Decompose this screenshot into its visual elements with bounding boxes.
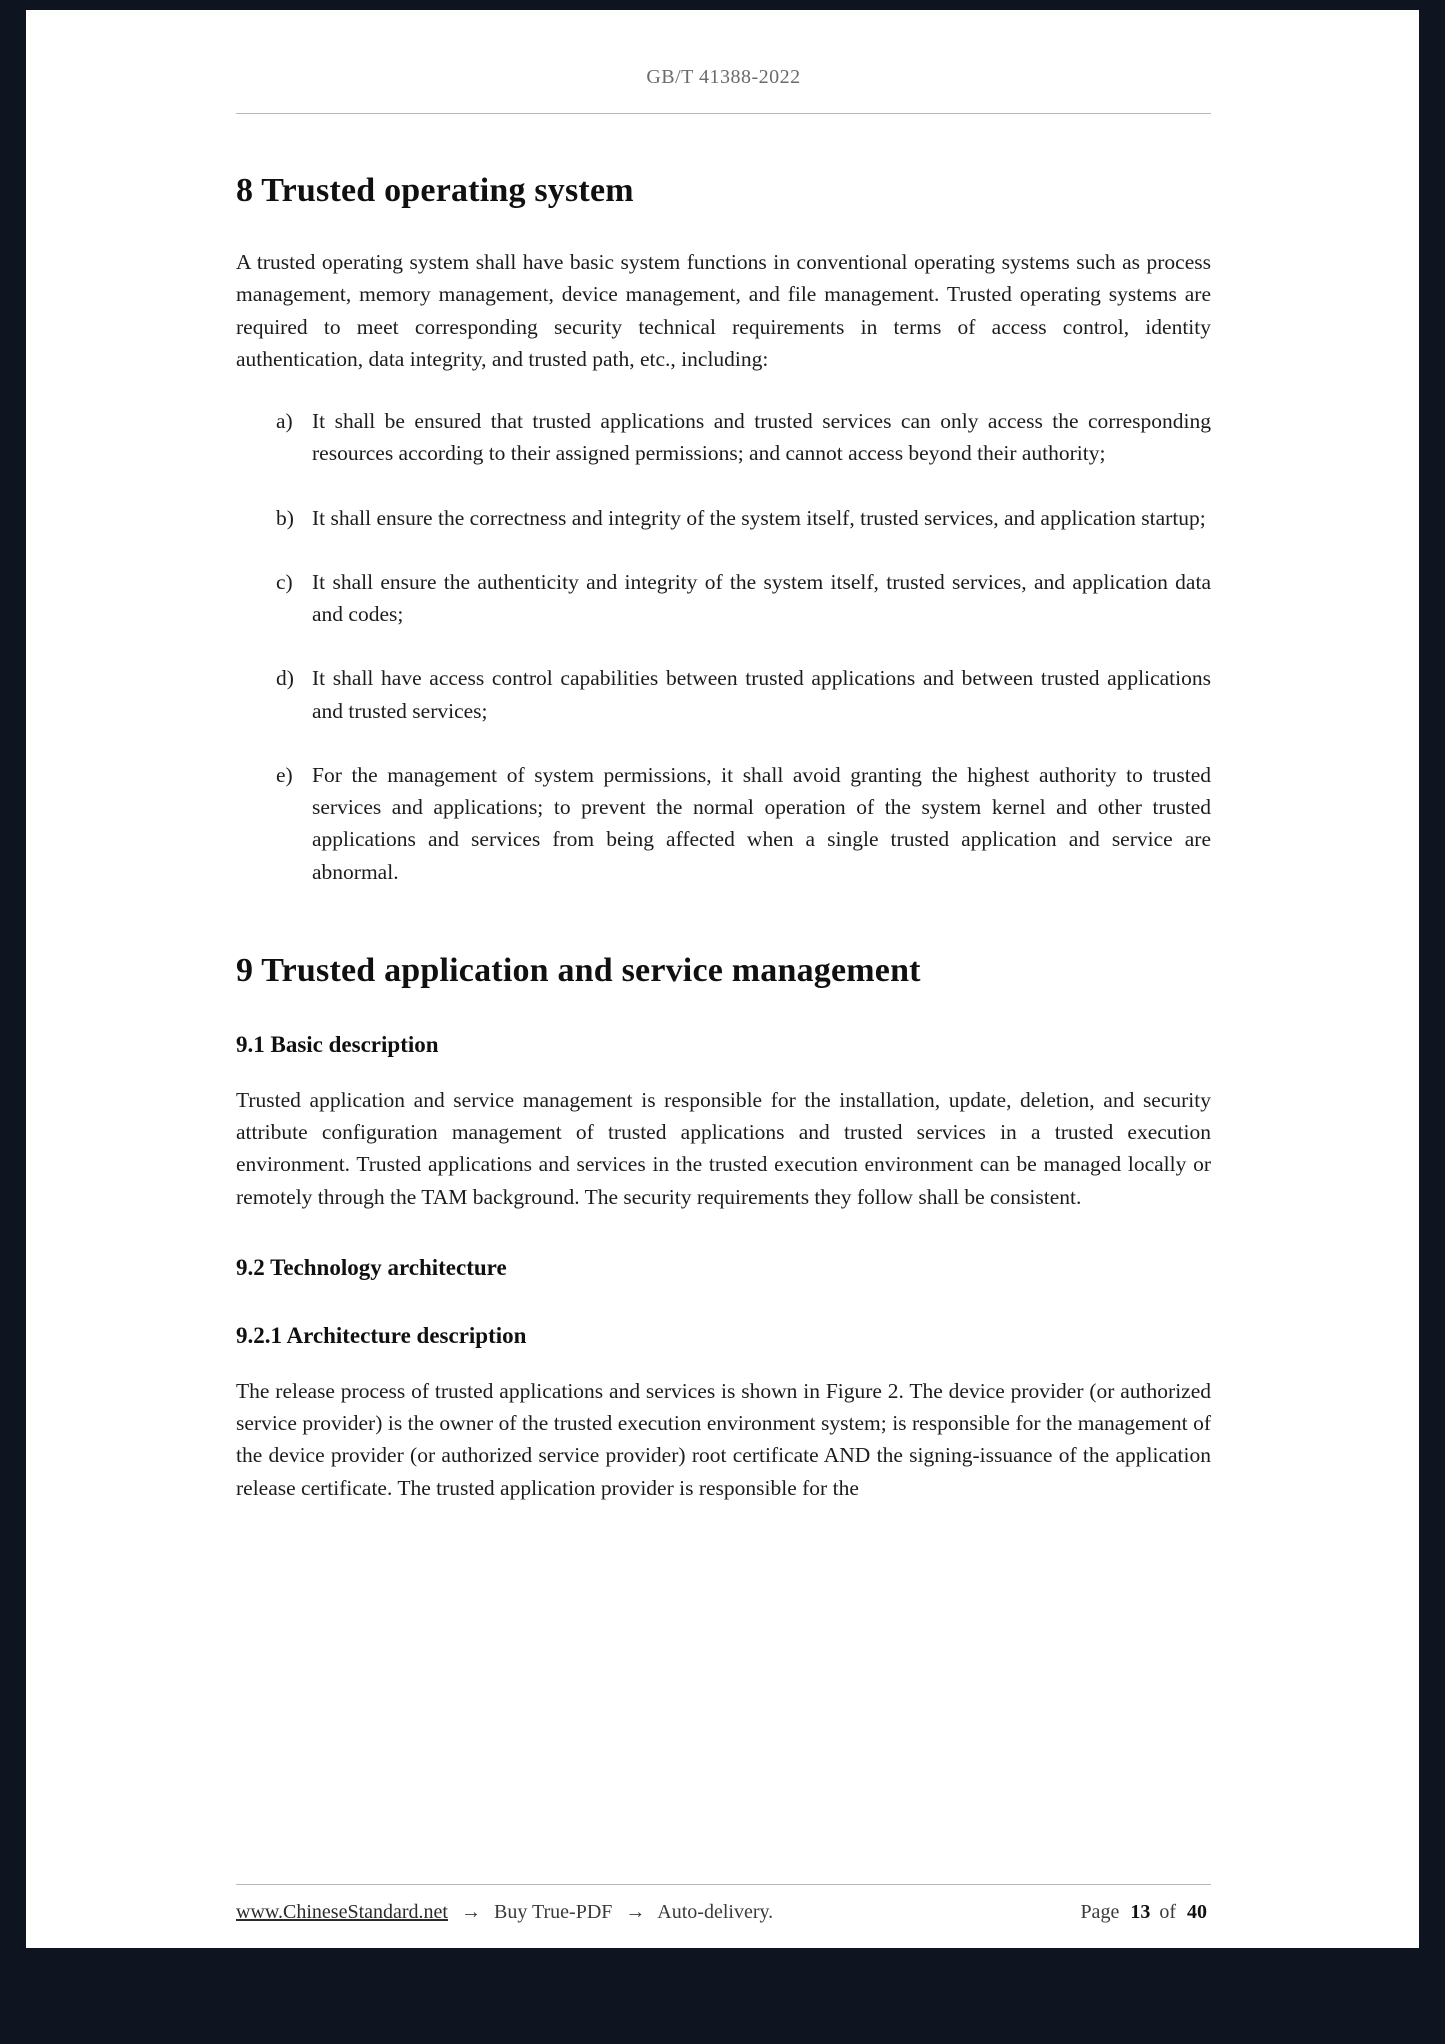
- list-item-label: d): [276, 666, 294, 691]
- list-item-text: It shall have access control capabilities between trusted applications and between trusted applications and trusted services;: [312, 666, 1211, 723]
- list-item-label: e): [276, 762, 293, 787]
- list-item-text: For the management of system permissions, it shall avoid granting the highest authority to trusted services and applications; to prevent the normal operation of the system kernel and other trusted applications and services from being affected when a single trusted application and service are abnormal.: [312, 762, 1211, 884]
- section-9-2-1-heading: 9.2.1 Architecture description: [236, 1322, 527, 1348]
- section-9-1-heading: 9.1 Basic description: [236, 1031, 439, 1057]
- section-8-intro-paragraph: A trusted operating system shall have basic system functions in conventional operating systems such as process management, memory management, device management, and file management. Trusted operating systems are required to meet corresponding security technical requirements in terms of access control, identity authentication, data integrity, and trusted path, etc., including:: [236, 250, 1211, 371]
- doc-number: GB/T 41388-2022: [646, 66, 801, 88]
- list-item-e: [276, 759, 1211, 888]
- page-footer: [236, 1884, 1211, 1924]
- section-9-2-heading: 9.2 Technology architecture: [236, 1254, 507, 1280]
- list-item-text: It shall be ensured that trusted applications and trusted services can only access the corresponding resources according to their assigned permissions; and cannot access beyond their authority;: [312, 409, 1211, 466]
- page-label: Page: [1080, 1901, 1120, 1923]
- section-9-heading: 9 Trusted application and service management: [236, 951, 921, 989]
- list-item-d: [276, 662, 1211, 727]
- document-page: [26, 10, 1419, 1948]
- list-item-text: It shall ensure the authenticity and integrity of the system itself, trusted services, and application data and codes;: [312, 569, 1211, 626]
- page-indicator: [1080, 1901, 1211, 1924]
- page-total: 40: [1187, 1901, 1207, 1923]
- page-of-label: of: [1159, 1901, 1176, 1923]
- footer-buy-text: Buy True-PDF: [494, 1901, 613, 1923]
- list-item-a: [276, 405, 1211, 470]
- footer-delivery-text: Auto-delivery.: [657, 1901, 774, 1923]
- footer-left: [236, 1901, 773, 1924]
- section-8-heading: 8 Trusted operating system: [236, 172, 634, 209]
- list-item-label: c): [276, 569, 293, 594]
- arrow-right-icon: →: [625, 1901, 646, 1923]
- arrow-right-icon: →: [461, 1901, 481, 1923]
- section-9-2-1-paragraph: The release process of trusted applications and services is shown in Figure 2. The device provider (or authorized service provider) is the owner of the trusted execution environment system; is responsible for the management of the device provider (or authorized service provider) root certificate AND the signing-issuance of the application release certificate. The trusted application provider is responsible for the: [236, 1378, 1211, 1500]
- page-content: [236, 172, 1211, 1504]
- list-item-c: [276, 566, 1211, 631]
- list-item-label: b): [276, 505, 294, 530]
- list-item-label: a): [276, 409, 293, 433]
- section-9-1-paragraph: Trusted application and service management is responsible for the installation, update, deletion, and security attribute configuration management of trusted applications and trusted services in a trusted execution environment. Trusted applications and services in the trusted execution environment can be managed locally or remotely through the TAM background. The security requirements they follow shall be consistent.: [236, 1087, 1211, 1209]
- page-current: 13: [1130, 1901, 1151, 1923]
- page-header: [236, 66, 1211, 114]
- section-8-list: [236, 405, 1211, 888]
- header-rule: [236, 113, 1211, 114]
- list-item-b: [276, 502, 1211, 534]
- list-item-text: It shall ensure the correctness and integrity of the system itself, trusted services, and application startup;: [312, 505, 1206, 530]
- footer-rule: [236, 1884, 1211, 1885]
- footer-row: [236, 1901, 1211, 1924]
- footer-site-link[interactable]: www.ChineseStandard.net: [236, 1901, 448, 1923]
